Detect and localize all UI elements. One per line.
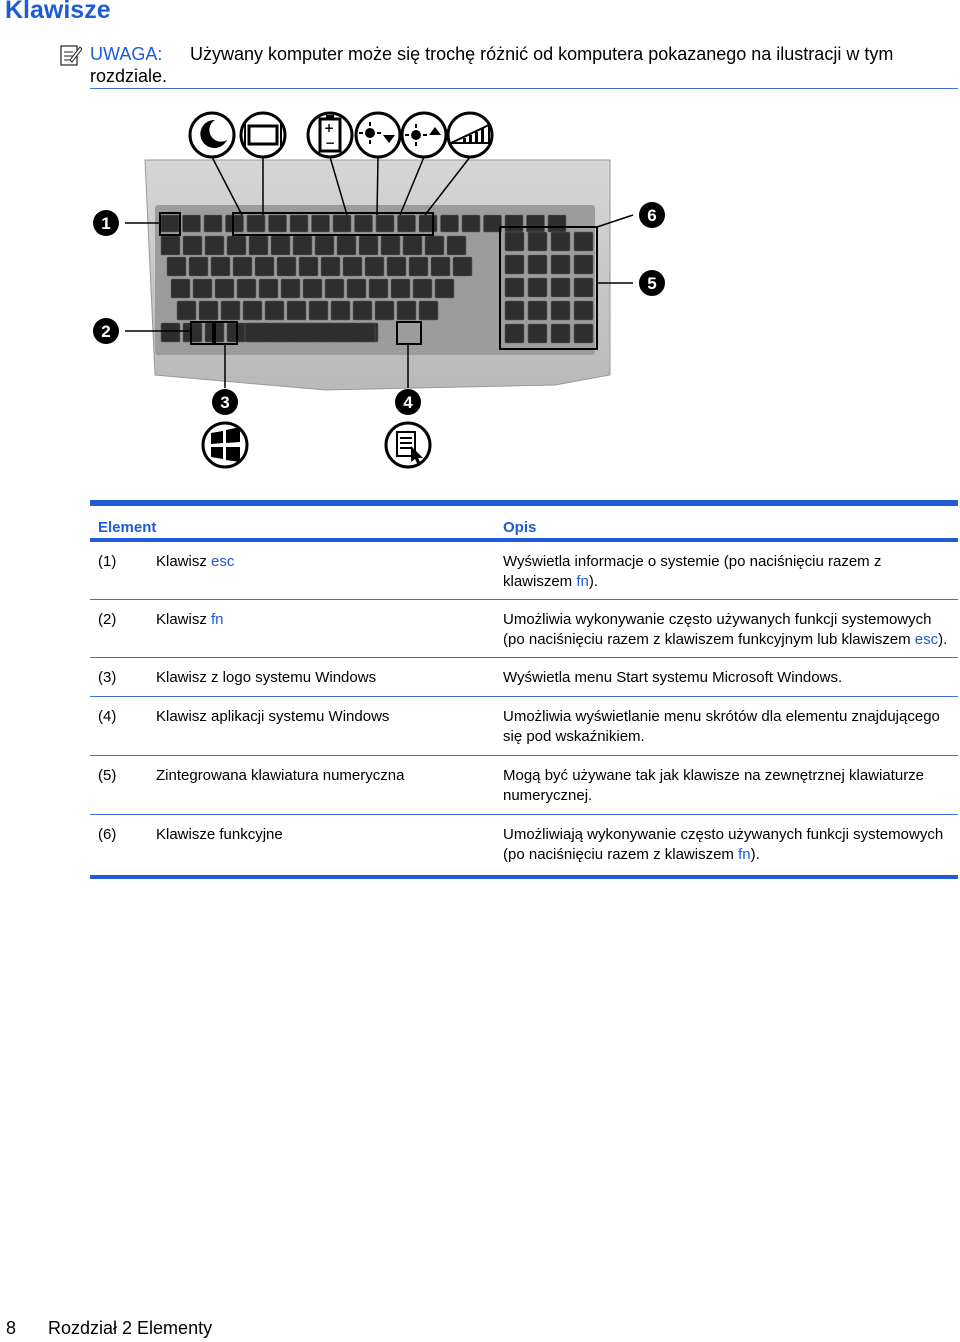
description-text: Mogą być używane tak jak klawisze na zewnętrznej klawiaturze numerycznej. — [503, 767, 925, 804]
note-pencil-icon — [60, 43, 82, 67]
keyboard-key — [359, 236, 378, 255]
table-row — [90, 600, 958, 658]
keyboard-key — [211, 257, 230, 276]
row-element — [156, 825, 283, 845]
keyboard-key — [527, 215, 545, 232]
keyboard-key — [375, 301, 394, 320]
keyboard-key — [226, 215, 244, 232]
page-number: 8 — [6, 1318, 17, 1338]
description-end: ). — [750, 846, 760, 863]
table-row — [90, 697, 958, 756]
callout-2-label: 2 — [101, 322, 111, 341]
keyboard-key — [574, 232, 593, 251]
keyboard-key — [312, 215, 330, 232]
keyboard-key — [233, 257, 252, 276]
element-name: Zintegrowana klawiatura numeryczna — [156, 767, 405, 784]
description-text: Umożliwiają wykonywanie często używanych funkcji systemowych (po naciśnięciu razem z klawiszem — [503, 826, 944, 863]
keyboard-key — [227, 236, 246, 255]
keyboard-key — [204, 215, 222, 232]
description-text: Wyświetla menu Start systemu Microsoft Windows. — [503, 669, 843, 686]
keyboard-key — [397, 301, 416, 320]
note-label: UWAGA: — [90, 44, 163, 64]
keyboard-key — [265, 301, 284, 320]
row-number: (6) — [98, 826, 117, 843]
chapter-label: Rozdział 2 Elementy — [48, 1318, 213, 1338]
keyboard-key — [249, 236, 268, 255]
keyboard-key — [369, 279, 388, 298]
keyboard-illustration — [85, 105, 685, 485]
keyboard-key — [277, 257, 296, 276]
keyboard-key — [183, 323, 202, 342]
keyboard-key — [193, 279, 212, 298]
keyboard-key — [331, 301, 350, 320]
callout-3 — [212, 389, 238, 415]
keyboard-key — [347, 279, 366, 298]
keyboard-key — [299, 257, 318, 276]
keyboard-key — [447, 236, 466, 255]
row-description — [503, 707, 958, 747]
callout-3-label: 3 — [220, 393, 230, 412]
callout-5 — [639, 270, 665, 296]
keyboard-key — [199, 301, 218, 320]
row-number: (3) — [98, 669, 117, 686]
row-description — [503, 668, 958, 688]
keyboard-key — [315, 236, 334, 255]
keyboard-key — [551, 324, 570, 343]
keyboard-key — [409, 257, 428, 276]
keyboard-key — [484, 215, 502, 232]
description-end: ). — [938, 631, 948, 648]
elements-table — [90, 500, 958, 879]
row-description — [503, 552, 958, 592]
table-row — [90, 658, 958, 697]
keyboard-key — [255, 257, 274, 276]
table-row — [90, 542, 958, 600]
row-element — [156, 552, 234, 572]
keyboard-key — [551, 255, 570, 274]
note-body: Używany komputer może się trochę różnić od komputera pokazanego na ilustracji w tym rozdziale. — [90, 44, 894, 86]
description-end: ). — [588, 573, 599, 590]
keyboard-key — [505, 324, 524, 343]
description-key: fn — [576, 573, 589, 590]
row-element — [156, 707, 389, 727]
element-name: Klawisz z logo systemu Windows — [156, 669, 377, 686]
keyboard-key — [177, 301, 196, 320]
keyboard-key — [574, 301, 593, 320]
keyboard-key — [528, 255, 547, 274]
keyboard-key — [413, 279, 432, 298]
keyboard-key — [221, 301, 240, 320]
header-element: Element — [98, 519, 157, 536]
keyboard-key — [287, 301, 306, 320]
element-name: Klawisze funkcyjne — [156, 826, 283, 843]
callout-2 — [93, 318, 119, 344]
keyboard-key — [376, 215, 394, 232]
description-text: Umożliwia wyświetlanie menu skrótów dla elementu znajdującego się pod wskaźnikiem. — [503, 708, 940, 745]
keyboard-key — [365, 257, 384, 276]
keyboard-key — [333, 215, 351, 232]
keyboard-key — [391, 279, 410, 298]
keyboard-key — [281, 279, 300, 298]
keyboard-key — [293, 236, 312, 255]
row-element — [156, 766, 404, 786]
keyboard-key — [548, 215, 566, 232]
keyboard-key — [183, 215, 201, 232]
keyboard-key — [425, 236, 444, 255]
keyboard-key — [419, 215, 437, 232]
keyboard-key — [419, 301, 438, 320]
keyboard-key — [161, 323, 180, 342]
callout-4-label: 4 — [403, 393, 413, 412]
row-description — [503, 825, 958, 865]
row-element — [156, 668, 376, 688]
keyboard-key — [431, 257, 450, 276]
table-row — [90, 815, 958, 879]
keyboard-key — [528, 301, 547, 320]
keyboard-key — [505, 278, 524, 297]
keyboard-key — [528, 278, 547, 297]
keyboard-key — [247, 215, 265, 232]
brightness-down-icon — [356, 113, 400, 157]
element-name: Klawisz aplikacji systemu Windows — [156, 708, 390, 725]
keyboard-key — [551, 301, 570, 320]
table-row — [90, 756, 958, 815]
keyboard-key — [343, 257, 362, 276]
keyboard-key — [237, 279, 256, 298]
callout-5-label: 5 — [647, 274, 657, 293]
keyboard-key — [453, 257, 472, 276]
row-description — [503, 610, 958, 650]
keyboard-key — [403, 236, 422, 255]
keyboard-key — [528, 324, 547, 343]
note-text — [90, 43, 960, 87]
description-key: esc — [914, 631, 939, 648]
keyboard-key — [435, 279, 454, 298]
keyboard-key — [290, 215, 308, 232]
keyboard-key — [574, 278, 593, 297]
row-number: (2) — [98, 611, 117, 628]
keyboard-key — [321, 257, 340, 276]
callout-1 — [93, 210, 119, 236]
keyboard-key — [161, 236, 180, 255]
table-header — [90, 500, 958, 542]
callout-1-label: 1 — [101, 214, 111, 233]
element-name: Klawisz — [156, 553, 212, 570]
keyboard-key — [398, 215, 416, 232]
callout-6 — [639, 202, 665, 228]
keyboard-key — [245, 323, 375, 342]
keyboard-key — [381, 236, 400, 255]
element-key: fn — [211, 611, 224, 628]
keyboard-key — [183, 236, 202, 255]
row-description — [503, 766, 958, 806]
callout-6-label: 6 — [647, 206, 657, 225]
element-name: Klawisz — [156, 611, 212, 628]
keyboard-key — [387, 257, 406, 276]
windows-logo-icon — [203, 423, 247, 467]
signal-strength-icon — [448, 113, 492, 157]
keyboard-key — [167, 257, 186, 276]
keyboard-key — [528, 232, 547, 251]
callout-4 — [395, 389, 421, 415]
keyboard-key — [337, 236, 356, 255]
keyboard-key — [271, 236, 290, 255]
keyboard-key — [355, 215, 373, 232]
keyboard-key — [161, 215, 179, 232]
page-title: Klawisze — [5, 0, 111, 24]
display-switch-icon — [241, 113, 285, 157]
keyboard-key — [189, 257, 208, 276]
keyboard-key — [505, 255, 524, 274]
svg-text:+: + — [324, 121, 335, 135]
sleep-icon — [190, 113, 234, 157]
keyboard-key — [551, 232, 570, 251]
keyboard-key — [205, 236, 224, 255]
battery-icon — [308, 113, 352, 157]
brightness-up-icon — [402, 113, 446, 157]
row-number: (4) — [98, 708, 117, 725]
row-number: (1) — [98, 553, 117, 570]
description-key: fn — [738, 846, 751, 863]
svg-text:−: − — [325, 136, 336, 150]
keyboard-key — [325, 279, 344, 298]
keyboard-key — [462, 215, 480, 232]
keyboard-key — [551, 278, 570, 297]
header-description: Opis — [503, 519, 537, 536]
keyboard-key — [303, 279, 322, 298]
application-menu-icon — [386, 423, 430, 467]
element-key: esc — [211, 553, 235, 570]
keyboard-key — [259, 279, 278, 298]
description-text: Umożliwia wykonywanie często używanych funkcji systemowych (po naciśnięciu razem z klawiszem funkcyjnym lub klawiszem — [503, 611, 932, 648]
keyboard-key — [505, 215, 523, 232]
keyboard-key — [309, 301, 328, 320]
keyboard-key — [353, 301, 372, 320]
keyboard-key — [574, 324, 593, 343]
keyboard-key — [441, 215, 459, 232]
description-text: Wyświetla informacje o systemie (po naciśnięciu razem z klawiszem — [503, 553, 882, 590]
keyboard-key — [215, 279, 234, 298]
keyboard-key — [171, 279, 190, 298]
note-divider — [90, 88, 958, 89]
keyboard-key — [269, 215, 287, 232]
keyboard-key — [574, 255, 593, 274]
keyboard-key — [505, 232, 524, 251]
keyboard-key — [505, 301, 524, 320]
row-element — [156, 610, 224, 630]
row-number: (5) — [98, 767, 117, 784]
keyboard-key — [243, 301, 262, 320]
